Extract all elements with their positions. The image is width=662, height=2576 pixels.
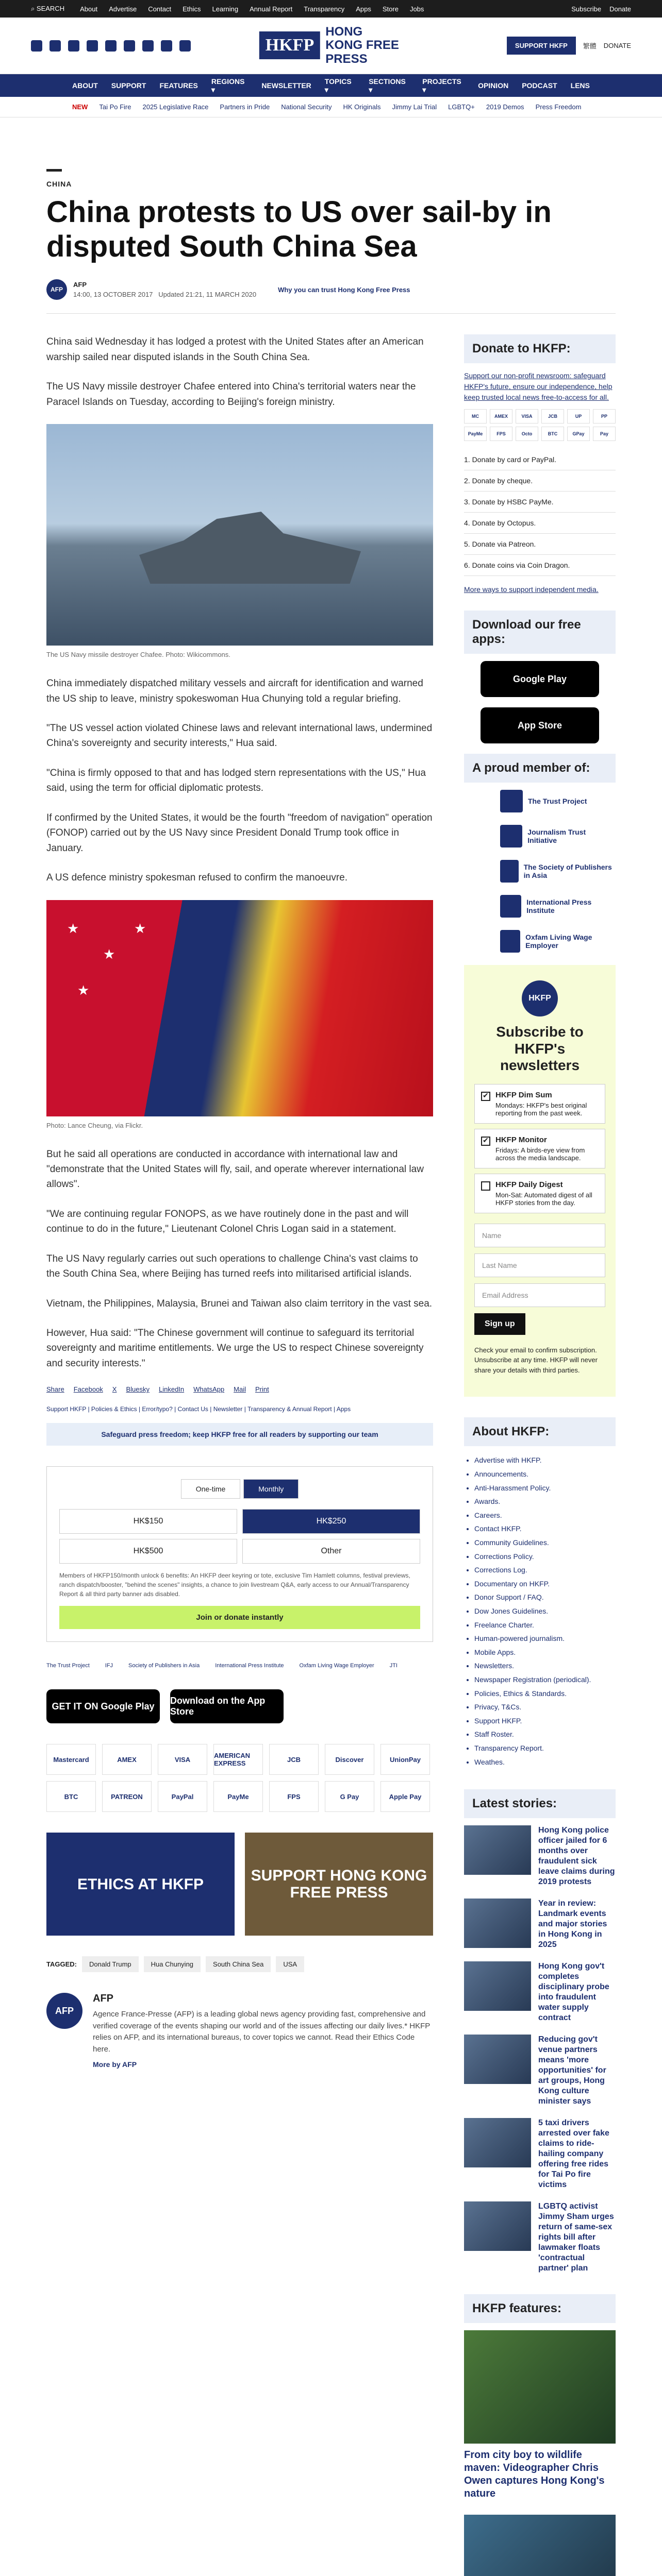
about-link[interactable]: • Anti-Harassment Policy.: [474, 1481, 616, 1495]
more-by-author-link[interactable]: More by AFP: [93, 2060, 137, 2069]
whatsapp-icon[interactable]: [161, 40, 172, 52]
membership-note: Members of HKFP150/month unlock 6 benefits: An HKFP deer keyring or tote, exclusive Tim Hamlett columns, festival previews, ranch dispatch/booster, "behind the scenes" insights, a chance to join livestream Q&A, early access to our Annual/Transparency Report & all third party banner ads disabled.: [59, 1572, 410, 1598]
story-thumbnail[interactable]: [464, 2118, 531, 2167]
newsletter-option[interactable]: [474, 1129, 605, 1168]
about-link[interactable]: • Transparency Report.: [474, 1741, 616, 1755]
member-name: International Press Institute: [526, 898, 592, 915]
monthly-toggle[interactable]: Monthly: [243, 1479, 299, 1499]
story-thumbnail[interactable]: [464, 1961, 531, 2011]
article-header: [46, 117, 616, 314]
nav-support[interactable]: SUPPORT: [111, 81, 146, 90]
newsletter-title: Subscribe to HKFP's newsletters: [496, 1024, 584, 1073]
donate-option[interactable]: 6. Donate coins via Coin Dragon.: [464, 555, 616, 576]
member-logo[interactable]: [500, 825, 616, 848]
paragraph: "The US vessel action violated Chinese laws and relevant international laws, undermined China's sovereignty and security interests," Hua said.: [46, 723, 433, 749]
about-link[interactable]: • Careers.: [474, 1509, 616, 1522]
tag[interactable]: South China Sea: [206, 1956, 271, 1972]
paragraph: China said Wednesday it has lodged a protest with the United States after an American warship sailed near disputed islands in the South China Sea.: [46, 336, 424, 363]
donate-link[interactable]: DONATE: [603, 42, 631, 49]
donate-options: [464, 449, 616, 576]
facebook-icon[interactable]: [49, 40, 61, 52]
name-field[interactable]: Name: [474, 1224, 605, 1247]
article-category[interactable]: CHINA: [46, 180, 72, 188]
top-link-transparency[interactable]: Transparency: [304, 5, 345, 13]
about-link[interactable]: • Privacy, T&Cs.: [474, 1700, 616, 1714]
linkedin-icon[interactable]: [105, 40, 117, 52]
payment-icon: PayMe: [464, 427, 487, 441]
main-nav: [0, 74, 662, 97]
newsletter-note: Check your email to confirm subscription. Unsubscribe at any time. HKFP will never share your details with third parties.: [474, 1346, 598, 1374]
one-time-toggle[interactable]: One-time: [181, 1479, 241, 1499]
trending-item[interactable]: HK Originals: [343, 103, 381, 111]
about-link[interactable]: • Support HKFP.: [474, 1714, 616, 1728]
nav-podcast[interactable]: PODCAST: [522, 81, 557, 90]
paragraph: The US Navy missile destroyer Chafee entered into China's territorial waters near the Paracel Islands on Tuesday, according to Beijing's foreign ministry.: [46, 381, 416, 408]
donate-widget: [46, 1466, 433, 1642]
author-name[interactable]: AFP: [93, 1993, 113, 2005]
story-title[interactable]: Year in review: Landmark events and major stories in Hong Kong in 2025: [538, 1899, 607, 1950]
nav-newsletter[interactable]: NEWSLETTER: [261, 81, 311, 90]
payment-logo: BTC: [46, 1781, 96, 1812]
top-link-advertise[interactable]: Advertise: [109, 5, 137, 13]
trending-nav: [0, 97, 662, 117]
donate-option[interactable]: 2. Donate by cheque.: [464, 470, 616, 492]
paragraph: If confirmed by the United States, it would be the fourth "freedom of navigation" operation (FONOP) carried out by the US Navy since President Donald Trump took office in January.: [46, 812, 433, 854]
nav-regions[interactable]: REGIONS ▾: [211, 77, 245, 94]
about-link[interactable]: • Advertise with HKFP.: [474, 1453, 616, 1467]
nav-topics[interactable]: TOPICS ▾: [324, 77, 352, 94]
option-desc: Mondays: HKFP's best original reporting from the past week.: [495, 1101, 587, 1117]
payment-icon: BTC: [541, 427, 564, 441]
top-link-ethics[interactable]: Ethics: [183, 5, 201, 13]
destroyer-photo: [46, 424, 433, 646]
top-link-contact[interactable]: Contact: [148, 5, 172, 13]
article-title: China protests to US over sail-by in disputed South China Sea: [46, 195, 552, 263]
story-title[interactable]: Reducing gov't venue partners means 'more opportunities' for art groups, Hong Kong culture minister says: [538, 2035, 606, 2106]
payment-logo: FPS: [269, 1781, 319, 1812]
about-link[interactable]: • Mobile Apps.: [474, 1646, 616, 1659]
article-body: [46, 334, 433, 2576]
partner-logo[interactable]: The Trust Project: [46, 1663, 90, 1669]
about-link[interactable]: • Documentary on HKFP.: [474, 1577, 616, 1591]
payment-logo: VISA: [158, 1744, 207, 1775]
lang-switch[interactable]: 繁體: [583, 42, 597, 50]
about-link[interactable]: • Human-powered journalism.: [474, 1632, 616, 1646]
share-bluesky[interactable]: Bluesky: [126, 1385, 150, 1394]
partner-logo[interactable]: Society of Publishers in Asia: [128, 1663, 200, 1669]
author-name[interactable]: AFP: [73, 280, 87, 289]
checkbox[interactable]: [481, 1181, 490, 1191]
about-link[interactable]: • Contact HKFP.: [474, 1522, 616, 1536]
member-name: The Society of Publishers in Asia: [523, 863, 612, 880]
flags-photo: [46, 900, 433, 1116]
amount-option[interactable]: Other: [242, 1539, 420, 1564]
author-avatar[interactable]: AFP: [46, 1993, 82, 2029]
trending-item[interactable]: Tai Po Fire: [99, 103, 131, 111]
top-links: [80, 5, 424, 13]
member-name: Journalism Trust Initiative: [527, 828, 586, 845]
newsletter-option[interactable]: [474, 1174, 605, 1213]
trending-item[interactable]: Press Freedom: [535, 103, 582, 111]
payment-logo: Apple Pay: [380, 1781, 430, 1812]
donate-heading: Donate to HKFP:: [464, 334, 616, 363]
payment-logo: JCB: [269, 1744, 319, 1775]
partner-logo[interactable]: International Press Institute: [215, 1663, 284, 1669]
option-name: HKFP Daily Digest: [495, 1180, 563, 1189]
trust-link[interactable]: Why you can trust Hong Kong Free Press: [278, 285, 410, 294]
about-link[interactable]: • Freelance Charter.: [474, 1618, 616, 1632]
newsletter-option[interactable]: [474, 1084, 605, 1124]
payment-logo: AMEX: [102, 1744, 152, 1775]
payment-logo: Mastercard: [46, 1744, 96, 1775]
ethics-banner[interactable]: ETHICS AT HKFP: [46, 1833, 235, 1936]
payment-icon: PP: [593, 409, 616, 423]
share-mail[interactable]: Mail: [234, 1385, 246, 1394]
story-thumbnail[interactable]: [464, 2035, 531, 2084]
logo-mark: HKFP: [259, 31, 320, 59]
payment-icon: JCB: [541, 409, 564, 423]
about-link[interactable]: • Community Guidelines.: [474, 1536, 616, 1550]
paragraph: "We are continuing regular FONOPS, as we have routinely done in the past and will continue to do in the future," Lieutenant Colonel Chris Logan said in a statement.: [46, 1208, 409, 1235]
about-link[interactable]: • Weathes.: [474, 1755, 616, 1769]
latest-heading: Latest stories:: [464, 1789, 616, 1818]
author-box: [46, 1993, 433, 2070]
latest-story[interactable]: [464, 2118, 616, 2190]
partner-logo[interactable]: Oxfam Living Wage Employer: [299, 1663, 374, 1669]
donate-option[interactable]: 1. Donate by card or PayPal.: [464, 449, 616, 470]
app-store-badge[interactable]: App Store: [481, 707, 599, 743]
about-link[interactable]: • Policies, Ethics & Standards.: [474, 1687, 616, 1701]
option-desc: Mon-Sat: Automated digest of all HKFP stories from the day.: [495, 1191, 592, 1207]
star-icon: ★: [77, 982, 90, 998]
nav-opinion[interactable]: OPINION: [478, 81, 509, 90]
trending-item[interactable]: 2019 Demos: [486, 103, 524, 111]
trending-item[interactable]: National Security: [281, 103, 332, 111]
member-logo[interactable]: [500, 860, 616, 883]
share-whatsapp[interactable]: WhatsApp: [193, 1385, 225, 1394]
star-icon: ★: [134, 920, 146, 936]
feature-image[interactable]: [464, 2515, 616, 2576]
payment-logo: G Pay: [325, 1781, 374, 1812]
about-link[interactable]: • Corrections Policy.: [474, 1550, 616, 1564]
author-avatar[interactable]: AFP: [46, 279, 67, 300]
member-name: The Trust Project: [528, 797, 587, 806]
share-label: Share: [46, 1385, 64, 1394]
updated-date: Updated 21:21, 11 MARCH 2020: [158, 291, 257, 299]
top-link-annual-report[interactable]: Annual Report: [250, 5, 293, 13]
feature-story[interactable]: [464, 2515, 616, 2576]
threads-icon[interactable]: [87, 40, 98, 52]
share-linkedin[interactable]: LinkedIn: [159, 1385, 185, 1394]
option-name: HKFP Dim Sum: [495, 1090, 552, 1099]
payment-logo: Discover: [325, 1744, 374, 1775]
signup-button[interactable]: Sign up: [474, 1313, 525, 1335]
paragraph: Vietnam, the Philippines, Malaysia, Brunei and Taiwan also claim territory in the vast sea.: [46, 1298, 433, 1309]
payment-icon: AMEX: [490, 409, 512, 423]
checkbox[interactable]: [481, 1092, 490, 1101]
paragraph: But he said all operations are conducted in accordance with international law and "demonstrate that the United States will fly, sail, and operate wherever international law allows".: [46, 1148, 424, 1190]
payment-icon: MC: [464, 409, 487, 423]
payment-icon: Pay: [593, 427, 616, 441]
about-list: [464, 1453, 616, 1769]
youtube-icon[interactable]: [124, 40, 135, 52]
member-name: Oxfam Living Wage Employer: [525, 933, 592, 950]
support-hkfp-button[interactable]: SUPPORT HKFP: [507, 37, 576, 55]
payment-logo: PayMe: [213, 1781, 263, 1812]
share-bar: [46, 1385, 433, 1393]
join-donate-button[interactable]: Join or donate instantly: [59, 1606, 420, 1629]
photo-caption: Photo: Lance Cheung, via Flickr.: [46, 1121, 143, 1129]
oxfam-icon: [500, 930, 520, 953]
about-link[interactable]: • Donor Support / FAQ.: [474, 1590, 616, 1604]
author-bio: Agence France-Presse (AFP) is a leading global news agency providing fast, comprehensive and verified coverage of the events shaping our world and of the issues affecting our daily lives.* HKFP relies on AFP, and its international bureaus, to cover topics we cannot. Read their Ethics Code here.: [93, 2010, 430, 2054]
about-link[interactable]: • Dow Jones Guidelines.: [474, 1604, 616, 1618]
publish-date: 14:00, 13 OCTOBER 2017: [73, 291, 153, 299]
top-link-learning[interactable]: Learning: [212, 5, 239, 13]
payment-icon: Octo: [516, 427, 538, 441]
masthead: [0, 18, 662, 74]
donate-intro[interactable]: Support our non-profit newsroom: safeguard HKFP's future, ensure our independence, help keep trusted local news free-to-access for all.: [464, 371, 613, 402]
star-icon: ★: [67, 920, 79, 936]
amount-option[interactable]: HK$250: [242, 1509, 420, 1534]
payment-logo: UnionPay: [380, 1744, 430, 1775]
about-link[interactable]: • Awards.: [474, 1495, 616, 1509]
top-subscribe[interactable]: Subscribe: [571, 5, 602, 13]
tag[interactable]: Hua Chunying: [144, 1956, 201, 1972]
top-link-apps[interactable]: Apps: [356, 5, 371, 13]
story-title[interactable]: LGBTQ activist Jimmy Sham urges return of same-sex rights bill after lawmaker floats 'contractual partner' plan: [538, 2202, 614, 2273]
top-link-about[interactable]: About: [80, 5, 98, 13]
hkfp-badge: HKFP: [522, 980, 558, 1016]
search-label[interactable]: SEARCH: [36, 5, 65, 12]
tag[interactable]: USA: [276, 1956, 304, 1972]
ipi-icon: [500, 895, 521, 918]
paragraph: China immediately dispatched military vessels and aircraft for identification and warned the US ship to leave, ministry spokeswoman Hua Chunying told a regular briefing.: [46, 678, 423, 704]
instagram-icon[interactable]: [68, 40, 79, 52]
about-heading: About HKFP:: [464, 1417, 616, 1446]
apps-heading: Download our free apps:: [464, 611, 616, 654]
payment-icon: FPS: [490, 427, 512, 441]
support-links[interactable]: Support HKFP | Policies & Ethics | Error/typo? | Contact Us | Newsletter | Transparency & Annual Report | Apps: [46, 1405, 351, 1413]
divider: [46, 169, 62, 172]
email-field[interactable]: Email Address: [474, 1283, 605, 1307]
feature-story[interactable]: [464, 2330, 616, 2500]
nav-sections[interactable]: SECTIONS ▾: [369, 77, 406, 94]
top-link-store[interactable]: Store: [382, 5, 399, 13]
search-icon[interactable]: ⌕ SEARCH: [31, 5, 65, 12]
story-title[interactable]: 5 taxi drivers arrested over fake claims to ride-hailing company offering free rides for Tai Po fire victims: [538, 2119, 609, 2190]
latest-story[interactable]: [464, 2201, 616, 2274]
social-icons: [31, 40, 191, 52]
star-icon: ★: [103, 946, 115, 962]
photo-caption: The US Navy missile destroyer Chafee. Photo: Wikicommons.: [46, 651, 230, 659]
rss-icon[interactable]: [179, 40, 191, 52]
newsletter-signup: [464, 965, 616, 1397]
member-logo[interactable]: [500, 790, 616, 812]
partner-logo[interactable]: IFJ: [105, 1663, 113, 1669]
trending-label: NEW: [72, 103, 88, 111]
paragraph: However, Hua said: "The Chinese government will continue to safeguard its territorial sovereignty and maritime entitlements. We urge the US to respect Chinese sovereignty and security interests.": [46, 1328, 424, 1369]
top-bar: [0, 0, 662, 18]
amount-option[interactable]: HK$150: [59, 1509, 237, 1534]
latest-story[interactable]: [464, 2035, 616, 2107]
paragraph: A US defence ministry spokesman refused to confirm the manoeuvre.: [46, 872, 347, 884]
share-facebook[interactable]: Facebook: [73, 1385, 103, 1394]
more-ways-link[interactable]: More ways to support independent media.: [464, 585, 599, 594]
share-print[interactable]: Print: [255, 1385, 269, 1394]
feature-image[interactable]: [464, 2330, 616, 2444]
last-name-field[interactable]: Last Name: [474, 1253, 605, 1277]
payment-logo: PATREON: [102, 1781, 152, 1812]
about-link[interactable]: • Announcements.: [474, 1467, 616, 1481]
partner-logo[interactable]: JTI: [389, 1663, 398, 1669]
byline: [46, 279, 616, 314]
about-link[interactable]: • Newspaper Registration (periodical).: [474, 1673, 616, 1687]
trust-project-icon: [500, 790, 523, 812]
latest-story[interactable]: [464, 1825, 616, 1887]
nav-projects[interactable]: PROJECTS ▾: [422, 77, 461, 94]
support-banner[interactable]: SUPPORT HONG KONG FREE PRESS: [245, 1833, 433, 1936]
story-thumbnail[interactable]: [464, 2201, 531, 2251]
member-heading: A proud member of:: [464, 754, 616, 783]
payment-icon: VISA: [516, 409, 538, 423]
donate-option[interactable]: 3. Donate by HSBC PayMe.: [464, 492, 616, 513]
x-icon[interactable]: [31, 40, 42, 52]
partner-logos: [46, 1663, 433, 1669]
jti-icon: [500, 825, 522, 848]
member-logo[interactable]: [500, 895, 616, 918]
google-play-badge[interactable]: Google Play: [481, 661, 599, 697]
amount-option[interactable]: HK$500: [59, 1539, 237, 1564]
payment-logo: PayPal: [158, 1781, 207, 1812]
logo-name: HONG KONG FREE PRESS: [325, 24, 399, 66]
about-link[interactable]: • Staff Roster.: [474, 1727, 616, 1741]
sopa-icon: [500, 860, 519, 883]
checkbox[interactable]: [481, 1137, 490, 1146]
option-desc: Fridays: A birds-eye view from across the media landscape.: [495, 1146, 585, 1162]
article-tags: [46, 1956, 433, 1972]
trending-item[interactable]: 2025 Legislative Race: [142, 103, 209, 111]
payment-icon: UP: [567, 409, 590, 423]
google-play-badge[interactable]: GET IT ON Google Play: [46, 1689, 160, 1723]
tag[interactable]: Donald Trump: [82, 1956, 139, 1972]
features-heading: HKFP features:: [464, 2294, 616, 2323]
tags-label: TAGGED:: [46, 1960, 77, 1969]
paragraph: "China is firmly opposed to that and has lodged stern representations with the US," Hua said, using the term for official diplomatic protests.: [46, 767, 426, 794]
about-link[interactable]: • Newsletters.: [474, 1659, 616, 1673]
about-link[interactable]: • Corrections Log.: [474, 1563, 616, 1577]
top-link-jobs[interactable]: Jobs: [409, 5, 424, 13]
payment-logo: AMERICAN EXPRESS: [213, 1744, 263, 1775]
option-name: HKFP Monitor: [495, 1135, 547, 1144]
nav-about[interactable]: ABOUT: [72, 81, 98, 90]
trending-item[interactable]: Jimmy Lai Trial: [392, 103, 437, 111]
story-title[interactable]: Hong Kong police officer jailed for 6 months over fraudulent sick leave claims during 2019 protests: [538, 1826, 615, 1887]
app-store-badge[interactable]: Download on the App Store: [170, 1689, 284, 1723]
payment-icon: GPay: [567, 427, 590, 441]
sidebar: [464, 334, 616, 2576]
latest-story[interactable]: [464, 1899, 616, 1950]
nav-lens[interactable]: LENS: [570, 81, 590, 90]
mail-icon[interactable]: [142, 40, 154, 52]
site-logo[interactable]: [259, 25, 403, 66]
latest-story[interactable]: [464, 1961, 616, 2023]
trending-item[interactable]: LGBTQ+: [448, 103, 475, 111]
nav-features[interactable]: FEATURES: [159, 81, 198, 90]
story-thumbnail[interactable]: [464, 1825, 531, 1875]
ship-shape: [139, 512, 361, 584]
safeguard-banner[interactable]: Safeguard press freedom; keep HKFP free for all readers by supporting our team: [46, 1423, 433, 1446]
share-x[interactable]: X: [112, 1385, 117, 1394]
story-thumbnail[interactable]: [464, 1899, 531, 1948]
story-title[interactable]: Hong Kong gov't completes disciplinary probe into fraudulent water supply contract: [538, 1962, 609, 2023]
donate-option[interactable]: 5. Donate via Patreon.: [464, 534, 616, 555]
member-logo[interactable]: [500, 930, 616, 953]
donate-option[interactable]: 4. Donate by Octopus.: [464, 513, 616, 534]
payment-methods: [46, 1744, 433, 1812]
app-badges: [46, 1689, 433, 1723]
trending-item[interactable]: Partners in Pride: [220, 103, 270, 111]
feature-title[interactable]: From city boy to wildlife maven: Videographer Chris Owen captures Hong Kong's nature: [464, 2449, 605, 2500]
sidebar-payment-icons: [464, 409, 616, 441]
top-donate[interactable]: Donate: [609, 5, 631, 13]
paragraph: The US Navy regularly carries out such operations to challenge China's vast claims to the South China Sea, where Beijing has turned reefs into militarised artificial islands.: [46, 1253, 418, 1280]
promo-banners: [46, 1833, 433, 1936]
